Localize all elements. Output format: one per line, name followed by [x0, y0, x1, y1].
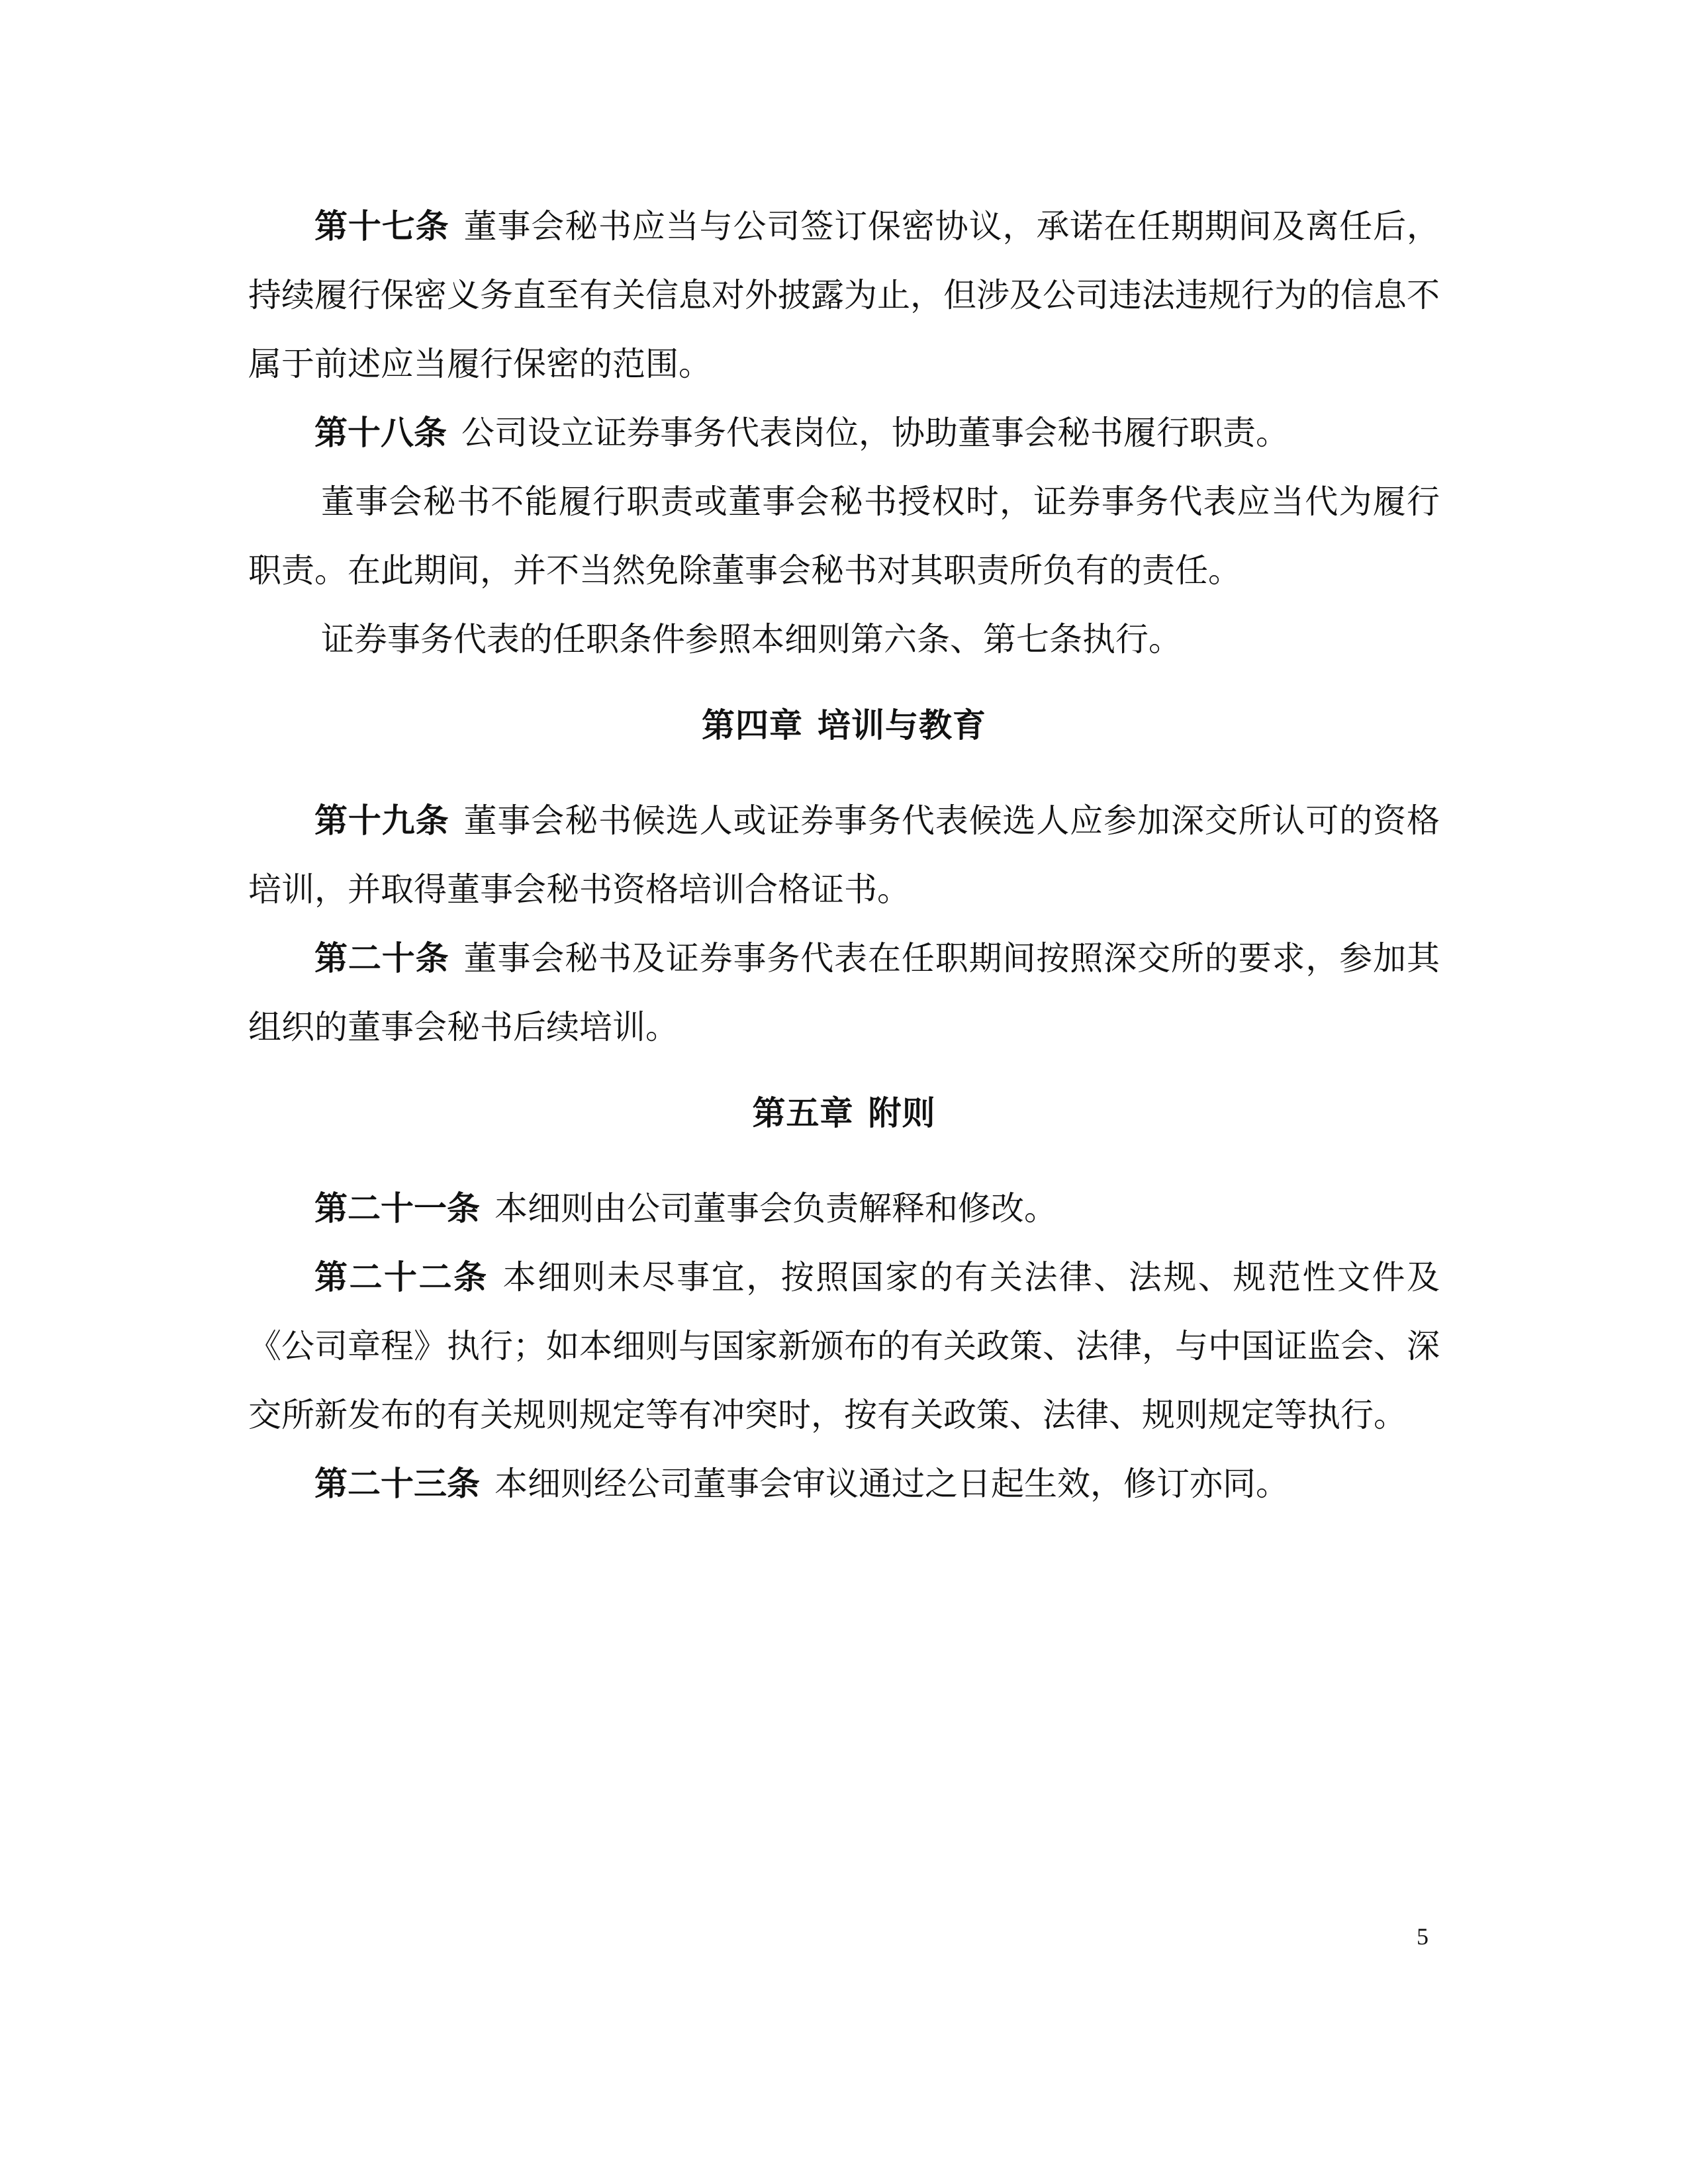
chapter-number: 第五章	[752, 1093, 854, 1132]
article-text: 本细则由公司董事会负责解释和修改。	[494, 1189, 1057, 1228]
article-text: 公司设立证券事务代表岗位，协助董事会秘书履行职责。	[461, 414, 1289, 452]
article-17	[248, 192, 1440, 398]
page-number: 5	[1417, 1923, 1429, 1950]
article-23	[248, 1449, 1440, 1518]
article-number: 第十九条	[314, 801, 449, 840]
chapter-5-heading	[248, 1079, 1440, 1148]
article-text: 本细则经公司董事会审议通过之日起生效，修订亦同。	[494, 1465, 1289, 1503]
article-18-paragraph-3: 证券事务代表的任职条件参照本细则第六条、第七条执行。	[321, 620, 1182, 659]
article-number: 第十八条	[314, 413, 447, 452]
article-number: 第二十三条	[314, 1464, 480, 1503]
article-number: 第十七条	[314, 206, 449, 246]
chapter-title: 附则	[868, 1093, 936, 1132]
article-text: 本细则未尽事宜，按照国家的有关法律、法规、规范性文件及《公司章程》执行；如本细则与国家新颁布的有关政策、法律，与中国证监会、深交所新发布的有关规则规定等有冲突时，按有关政策、法律、规则规定等执行。	[248, 1258, 1440, 1434]
article-number: 第二十条	[314, 938, 449, 978]
article-text: 董事会秘书候选人或证券事务代表候选人应参加深交所认可的资格培训，并取得董事会秘书资格培训合格证书。	[248, 801, 1440, 909]
chapter-4-heading	[248, 691, 1440, 760]
article-text: 董事会秘书及证券事务代表在任职期间按照深交所的要求，参加其组织的董事会秘书后续培训。	[248, 939, 1440, 1046]
article-19	[248, 786, 1440, 924]
article-22	[248, 1243, 1440, 1449]
article-number: 第二十一条	[314, 1189, 480, 1228]
article-18	[248, 398, 1440, 467]
chapter-number: 第四章	[702, 705, 803, 745]
article-text: 董事会秘书应当与公司签订保密协议，承诺在任期期间及离任后，持续履行保密义务直至有关信息对外披露为止，但涉及公司违法违规行为的信息不属于前述应当履行保密的范围。	[248, 207, 1440, 383]
article-number: 第二十二条	[314, 1257, 489, 1297]
article-21	[248, 1174, 1440, 1243]
article-20	[248, 924, 1440, 1062]
article-18-paragraph-2: 董事会秘书不能履行职责或董事会秘书授权时，证券事务代表应当代为履行职责。在此期间，并不当然免除董事会秘书对其职责所负有的责任。	[248, 482, 1440, 590]
document-body	[248, 192, 1440, 1518]
chapter-title: 培训与教育	[818, 705, 986, 745]
